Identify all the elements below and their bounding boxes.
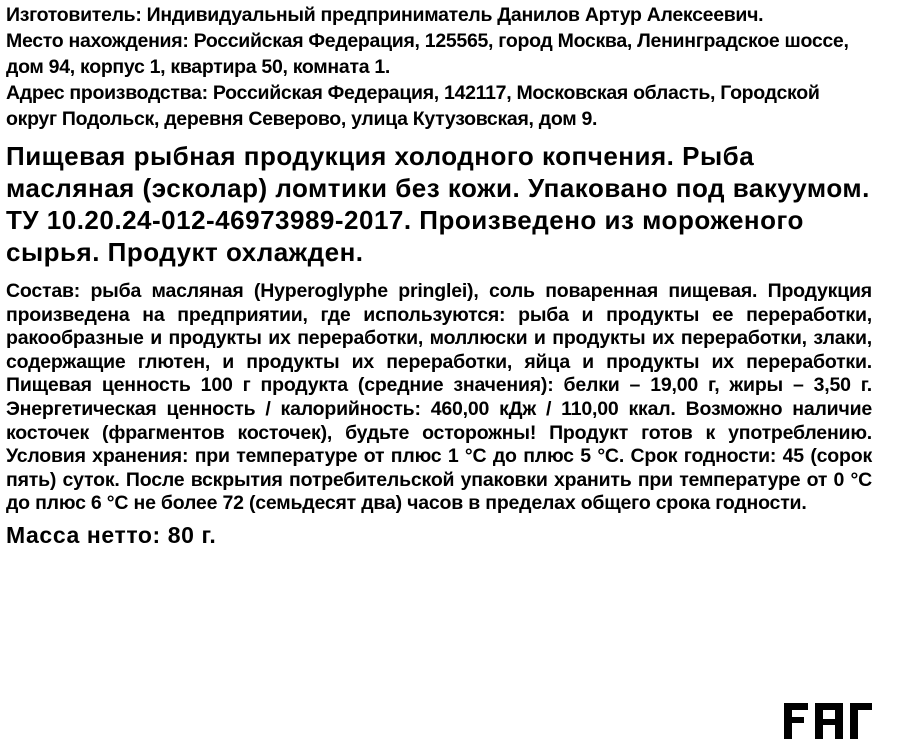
producer-text: Изготовитель: Индивидуальный предприниматель Данилов Артур Алексеевич. (6, 4, 764, 26)
manufacturer-info (6, 0, 872, 132)
product-description: Пищевая рыбная продукция холодного копчения. Рыба масляная (эсколар) ломтики без кожи. Упаковано под вакуумом. ТУ 10.20.24-012-46973989-2017. Произведено из мороженого сырья. Продукт охлажден. (6, 141, 870, 267)
eac-conformity-mark (782, 699, 874, 739)
net-mass: Масса нетто: 80 г. (6, 521, 217, 548)
location-text: Место нахождения: Российская Федерация, 125565, город Москва, Ленинградское шоссе, дом 94, корпус 1, квартира 50, комната 1. (6, 30, 849, 78)
product-label (6, 0, 872, 550)
composition-text: Состав: рыба масляная (Hyperoglyphe pringlei), соль поваренная пищевая. Продукция произведена на предприятии, где используются: рыба и продукты ее переработки, ракообразные и продукты их переработки, моллюски и продукты их переработки, злаки, содержащие глютен, и продукты их переработки, яйца и продукты их переработки. Пищевая ценность 100 г продукта (средние значения): белки – 19,00 г, жиры – 3,50 г. Энергетическая ценность / калорийность: 460,00 кДж / 110,00 ккал. Возможно наличие косточек (фрагментов косточек), будьте осторожны! Продукт готов к употреблению. Условия хранения: при температуре от плюс 1 °С до плюс 5 °С. Срок годности: 45 (сорок пять) суток. После вскрытия потребительской упаковки хранить при температуре от 0 °С до плюс 6 °С не более 72 (семьдесят два) часов в пределах общего срока годности. (6, 280, 872, 515)
production-address-text: Адрес производства: Российская Федерация, 142117, Московская область, Городской округ Подольск, деревня Северово, улица Кутузовская, дом 9. (6, 82, 820, 130)
